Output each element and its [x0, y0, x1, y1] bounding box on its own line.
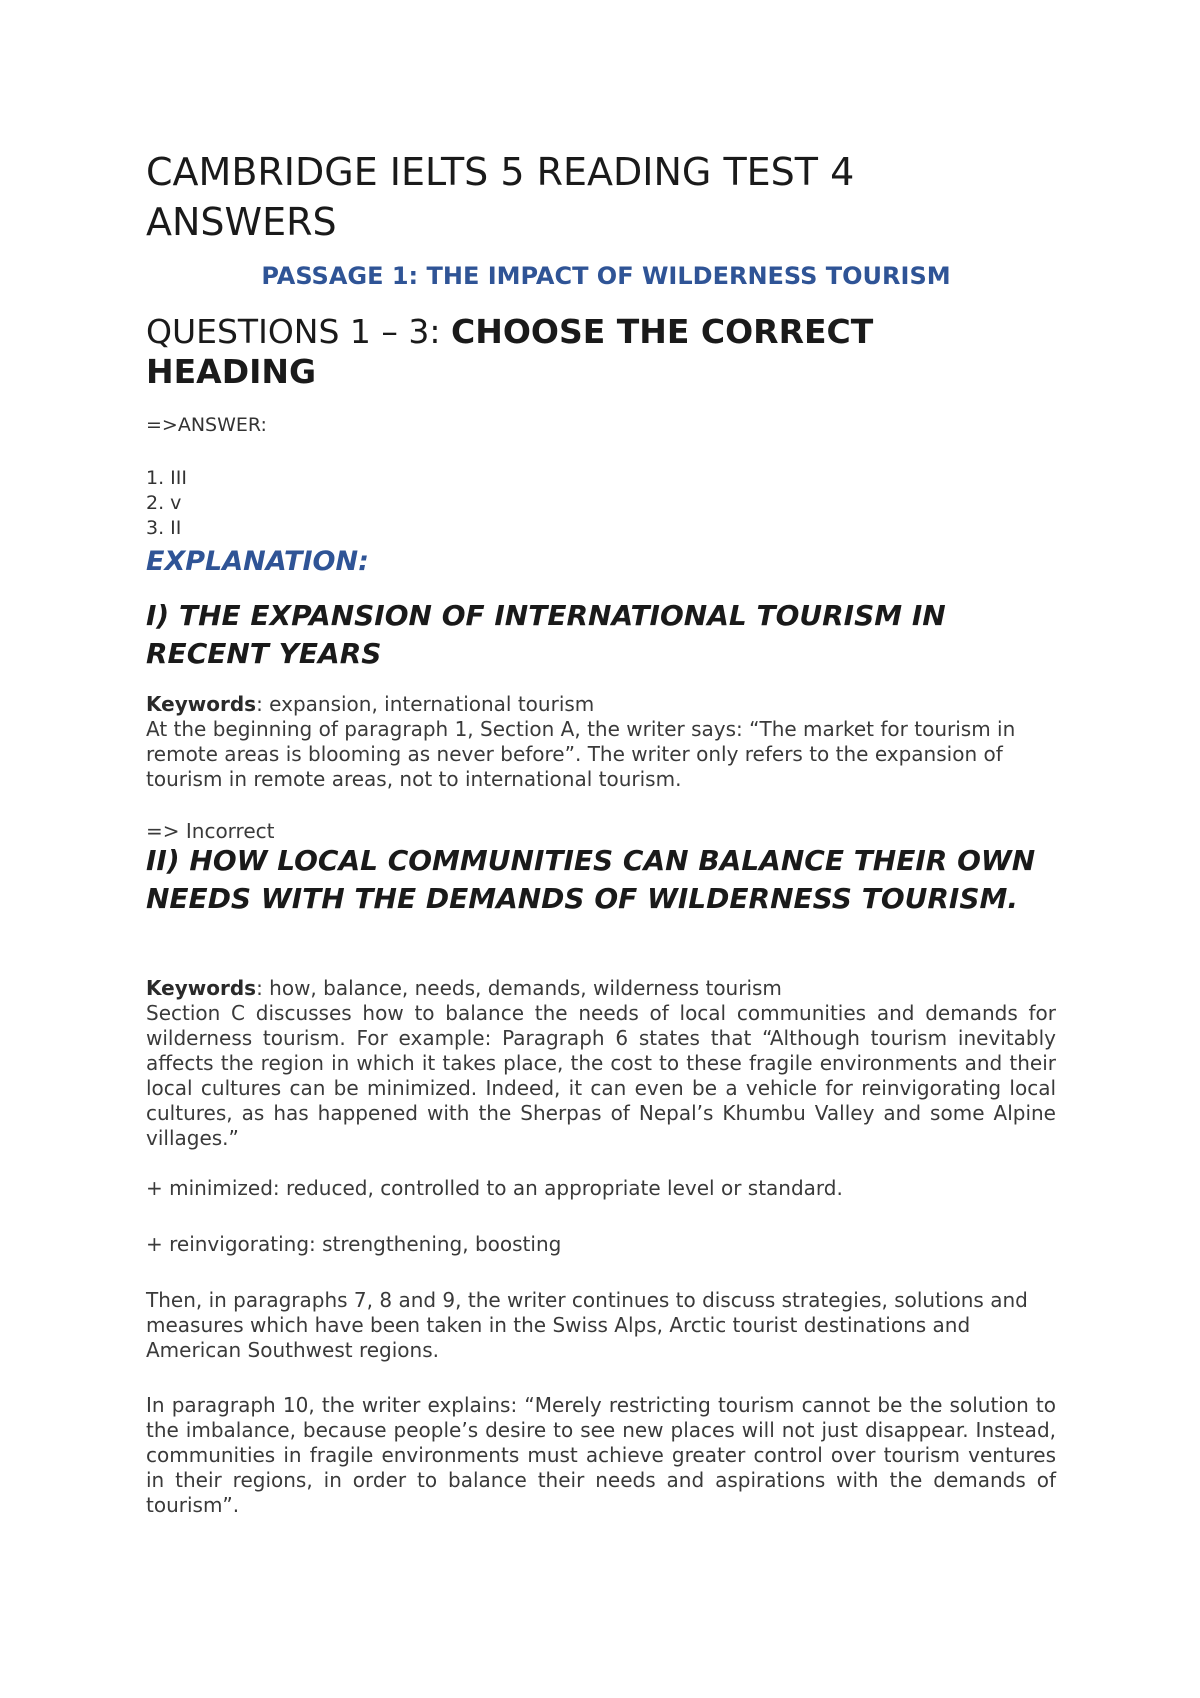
keywords-label: Keywords — [146, 976, 257, 1000]
heading-ii-title: II) HOW LOCAL COMMUNITIES CAN BALANCE THEIR OWN NEEDS WITH THE DEMANDS OF WILDERNESS TOURISM. — [146, 844, 1036, 915]
keywords-text: : how, balance, needs, demands, wilderness tourism — [256, 976, 782, 1000]
answer-lead: =>ANSWER: — [146, 414, 267, 436]
answer-item-1: 1. III — [146, 467, 187, 489]
document-title: CAMBRIDGE IELTS 5 READING TEST 4 ANSWERS — [146, 150, 855, 244]
note-reinvigorating: + reinvigorating: strengthening, boosting — [146, 1232, 562, 1256]
answer-list — [146, 466, 187, 541]
questions-heading-prefix: QUESTIONS 1 – 3: — [146, 312, 451, 351]
explanation-label: EXPLANATION: — [146, 546, 369, 577]
passage-title: PASSAGE 1: THE IMPACT OF WILDERNESS TOURISM — [261, 262, 951, 290]
paragraph-10-summary: In paragraph 10, the writer explains: “Merely restricting tourism cannot be the solution to the imbalance, because people’s desire to see new places will not just disappear. Instead, communities in fragile environments must achieve greater control over tourism ventures in their regions, in order to balance their needs and aspirations with the demands of tourism”. — [146, 1393, 1056, 1517]
keywords-text: : expansion, international tourism — [256, 692, 595, 716]
heading-ii-keywords — [146, 976, 1056, 1001]
paragraphs-7-9-summary: Then, in paragraphs 7, 8 and 9, the writer continues to discuss strategies, solutions and measures which have been taken in the Swiss Alps, Arctic tourist destinations and American Southwest regions. — [146, 1288, 1028, 1362]
heading-i-title: I) THE EXPANSION OF INTERNATIONAL TOURISM IN RECENT YEARS — [146, 599, 946, 670]
questions-heading — [146, 312, 1046, 392]
questions-heading-emphasis: CHOOSE THE CORRECT HEADING — [146, 312, 874, 391]
answer-item-3: 3. II — [146, 517, 182, 539]
heading-i-verdict: => Incorrect — [146, 819, 275, 843]
heading-ii-body: Section C discusses how to balance the needs of local communities and demands for wilderness tourism. For example: Paragraph 6 states that “Although tourism inevitably affects the region in which it takes place, the cost to these fragile environments and their local cultures can be minimized. Indeed, it can even be a vehicle for reinvigorating local cultures, as has happened with the Sherpas of Nepal’s Khumbu Valley and some Alpine villages.” — [146, 1001, 1056, 1150]
answer-item-2: 2. v — [146, 492, 182, 514]
keywords-label: Keywords — [146, 692, 257, 716]
heading-i-keywords — [146, 692, 1056, 717]
heading-i-body: At the beginning of paragraph 1, Section A, the writer says: “The market for tourism in remote areas is blooming as never before”. The writer only refers to the expansion of tourism in remote areas, not to international tourism. — [146, 717, 1016, 791]
note-minimized: + minimized: reduced, controlled to an appropriate level or standard. — [146, 1176, 843, 1200]
